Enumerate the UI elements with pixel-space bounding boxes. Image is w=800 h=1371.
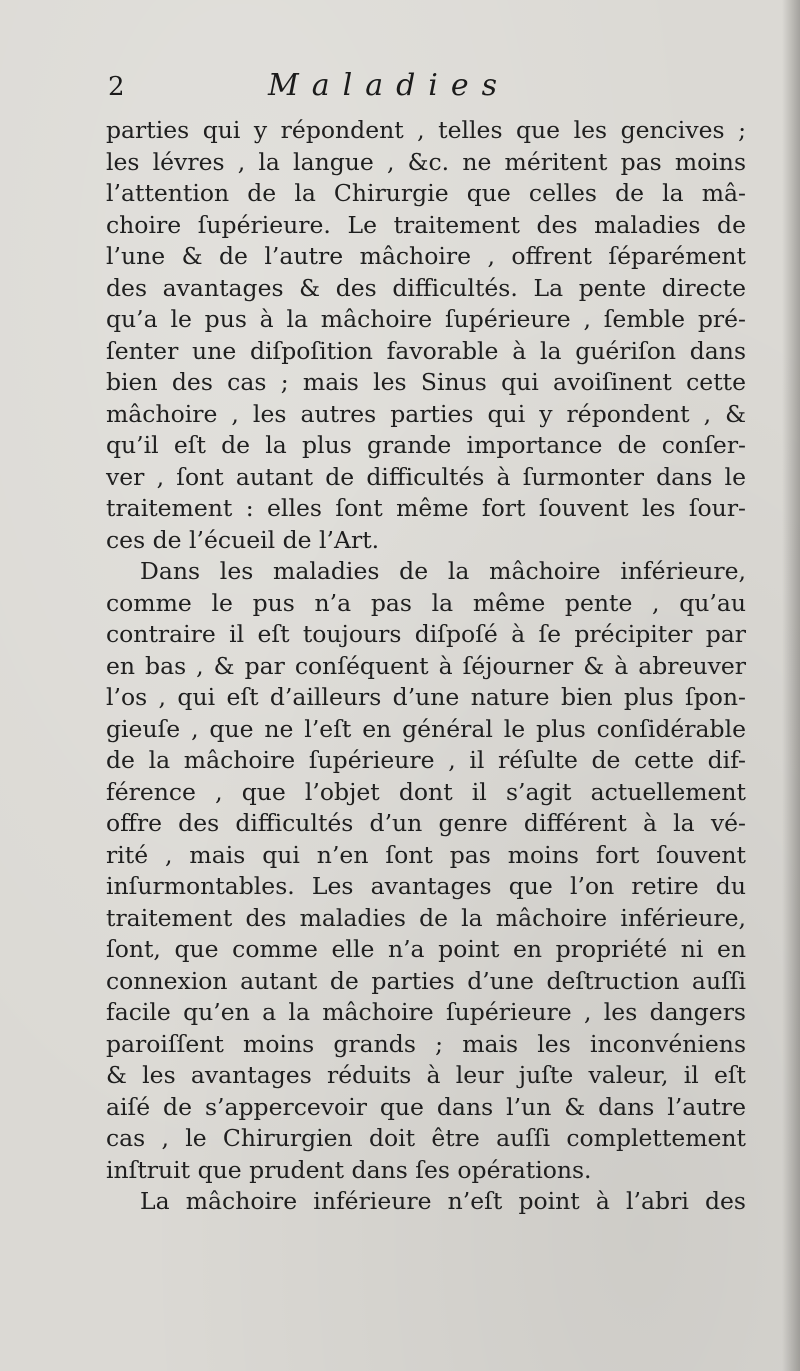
body-text	[106, 115, 746, 1218]
text-line: parties qui y répondent , telles que les gencives ;	[106, 116, 746, 144]
text-line: inſtruit que prudent dans ſes opérations.	[106, 1155, 592, 1184]
text-line: & les avantages réduits à leur juſte valeur, il eſt	[106, 1061, 746, 1089]
text-line: paroiſſent moins grands ; mais les inconvéniens	[106, 1029, 746, 1058]
text-line: l’une & de l’autre mâchoire , offrent ſéparément	[106, 242, 746, 270]
text-line: de la mâchoire ſupérieure , il réſulte de cette dif-	[106, 746, 746, 774]
text-line: férence , que l’objet dont il s’agit actuellement	[106, 777, 746, 806]
text-line: traitement des maladies de la mâchoire inférieure,	[106, 903, 746, 932]
text-line: comme le pus n’a pas la même pente , qu’au	[106, 588, 746, 617]
page-header	[108, 68, 748, 108]
text-line: choire ſupérieure. Le traitement des maladies de	[106, 210, 746, 239]
text-line: gieuſe , que ne l’eſt en général le plus conſidérable	[106, 714, 746, 743]
text-line: ces de l’écueil de l’Art.	[106, 525, 380, 554]
text-line: des avantages & des difficultés. La pente directe	[106, 273, 746, 302]
text-line: les lévres , la langue , &c. ne méritent pas moins	[106, 147, 746, 176]
text-line: Dans les maladies de la mâchoire inférieure,	[140, 557, 746, 585]
text-line: rité , mais qui n’en ſont pas moins fort ſouvent	[106, 840, 746, 869]
page-number: 2	[108, 72, 125, 102]
running-head: Maladies	[268, 68, 511, 103]
page-edge-shadow	[782, 0, 800, 1371]
text-line: l’attention de la Chirurgie que celles de la mâ-	[106, 179, 746, 207]
text-line: qu’a le pus à la mâchoire ſupérieure , ſemble pré-	[106, 305, 746, 333]
text-line: en bas , & par conſéquent à ſéjourner & à abreuver	[106, 651, 746, 680]
text-line: facile qu’en a la mâchoire ſupérieure , les dangers	[106, 998, 746, 1026]
text-line: connexion autant de parties d’une deſtruction auſſi	[106, 966, 746, 995]
text-line: La mâchoire inférieure n’eſt point à l’abri des	[140, 1187, 746, 1215]
text-line: offre des difficultés d’un genre différent à la vé-	[106, 809, 746, 837]
text-line: ſenter une diſpoſition favorable à la guériſon dans	[106, 336, 746, 365]
text-line: traitement : elles ſont même fort ſouvent les ſour-	[106, 494, 746, 522]
text-line: cas , le Chirurgien doit être auſſi complettement	[106, 1124, 746, 1152]
text-line: contraire il eſt toujours diſpoſé à ſe précipiter par	[106, 620, 746, 648]
text-line: aiſé de s’appercevoir que dans l’un & dans l’autre	[106, 1092, 746, 1121]
text-line: bien des cas ; mais les Sinus qui avoiſinent cette	[106, 368, 746, 396]
text-line: mâchoire , les autres parties qui y répondent , &	[106, 399, 746, 428]
text-line: ſont, que comme elle n’a point en propriété ni en	[106, 935, 746, 963]
text-line: l’os , qui eſt d’ailleurs d’une nature bien plus ſpon-	[106, 683, 746, 711]
text-line: qu’il eſt de la plus grande importance de conſer-	[106, 431, 746, 459]
text-line: ver , ſont autant de difficultés à ſurmonter dans le	[106, 462, 746, 491]
text-line: inſurmontables. Les avantages que l’on retire du	[106, 872, 746, 900]
